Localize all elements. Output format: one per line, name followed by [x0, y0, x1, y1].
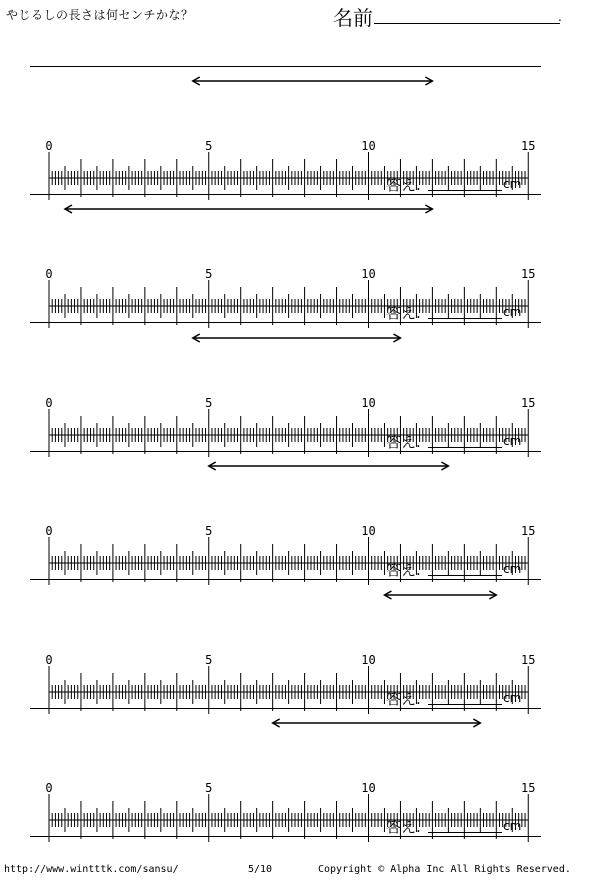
ruler-label: 0 [45, 781, 53, 795]
ruler-label: 10 [361, 524, 376, 539]
answer-blank[interactable] [428, 447, 502, 448]
exercise-2 [0, 194, 616, 322]
answer-label: 答え. [386, 304, 421, 323]
answer-unit: cm [503, 819, 522, 833]
ruler-label: 5 [205, 395, 213, 410]
answer-label: 答え. [386, 818, 421, 836]
answer-blank[interactable] [428, 190, 502, 191]
answer-label: 答え. [386, 176, 421, 194]
ruler [0, 323, 616, 451]
ruler-label: 15 [521, 524, 536, 539]
name-field[interactable] [374, 23, 560, 24]
ruler-label: 0 [45, 524, 53, 539]
exercise-1 [0, 66, 616, 194]
worksheet-title: やじるしの長さは何センチかな？ [6, 8, 194, 22]
answer-unit: cm [503, 305, 522, 320]
ruler-label: 15 [521, 781, 536, 795]
ruler [0, 708, 616, 836]
answer-blank[interactable] [428, 575, 502, 576]
ruler [0, 66, 616, 194]
ruler-label: 15 [521, 395, 536, 410]
section-divider [30, 836, 541, 837]
answer-blank[interactable] [428, 704, 502, 705]
ruler-label: 15 [521, 139, 536, 153]
answer-blank[interactable] [428, 318, 502, 319]
ruler-label: 10 [361, 781, 376, 795]
exercise-5 [0, 580, 616, 708]
answer-label: 答え. [386, 432, 421, 451]
answer-unit: cm [503, 690, 522, 705]
answer-unit: cm [503, 177, 522, 191]
copyright: Copyright © Alpha Inc All Rights Reserved. [318, 864, 571, 875]
exercise-6 [0, 708, 616, 836]
ruler-label: 15 [521, 652, 536, 667]
name-dot: . [558, 10, 562, 24]
ruler-label: 5 [205, 267, 213, 282]
ruler-label: 0 [45, 395, 53, 410]
ruler-label: 5 [205, 781, 213, 795]
ruler-label: 10 [361, 395, 376, 410]
answer-unit: cm [503, 562, 522, 577]
ruler [0, 580, 616, 708]
answer-label: 答え. [386, 561, 421, 580]
ruler-label: 5 [205, 139, 213, 153]
footer-url[interactable]: http://www.wintttk.com/sansu/ [4, 864, 179, 875]
name-label: 名前 [333, 6, 373, 30]
ruler [0, 451, 616, 579]
ruler-label: 15 [521, 267, 536, 282]
ruler-label: 0 [45, 139, 53, 153]
ruler-label: 10 [361, 139, 376, 153]
ruler-label: 0 [45, 652, 53, 667]
page-number: 5/10 [248, 864, 273, 875]
answer-blank[interactable] [428, 832, 502, 833]
answer-label: 答え. [386, 689, 421, 708]
ruler-label: 5 [205, 524, 213, 539]
ruler-label: 0 [45, 267, 53, 282]
exercise-4 [0, 451, 616, 579]
ruler-label: 10 [361, 267, 376, 282]
ruler-label: 10 [361, 652, 376, 667]
ruler [0, 194, 616, 322]
exercise-3 [0, 323, 616, 451]
answer-unit: cm [503, 433, 522, 448]
ruler-label: 5 [205, 652, 213, 667]
